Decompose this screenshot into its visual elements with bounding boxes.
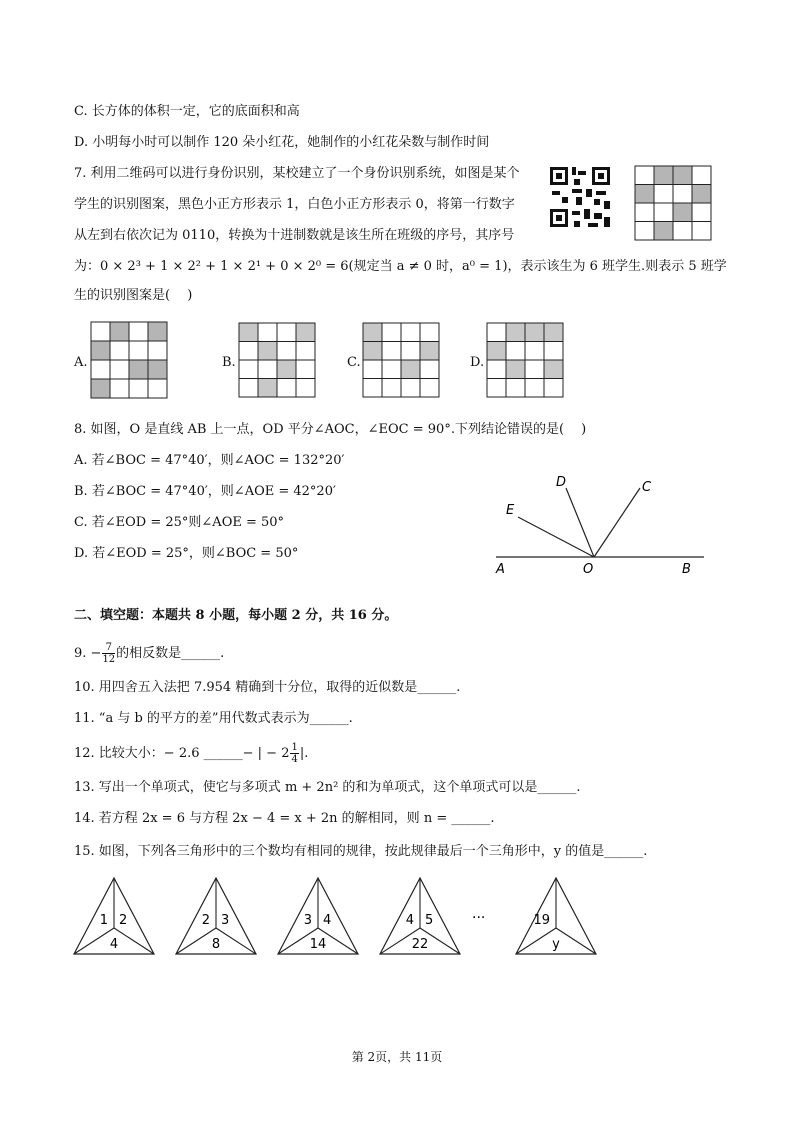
ray-oc xyxy=(594,488,640,557)
grid-cell xyxy=(258,323,277,342)
triangle-4 xyxy=(380,878,460,954)
q12-prefix: 12. 比较大小：− 2.6 ______− | − 2 xyxy=(74,746,290,761)
grid-cell xyxy=(382,360,401,379)
grid-cell xyxy=(544,342,563,361)
triangle-value-bottom: 8 xyxy=(211,937,221,952)
grid-cell xyxy=(148,360,167,379)
triangle-value-bottom: 22 xyxy=(411,937,429,952)
grid-cell xyxy=(506,360,525,379)
q12-suffix: |. xyxy=(299,746,309,761)
grid-cell xyxy=(239,379,258,398)
section-2-heading: 二、填空题：本题共 8 小题，每小题 2 分，共 16 分。 xyxy=(74,608,398,623)
q9-denominator: 12 xyxy=(102,654,116,665)
grid-cell xyxy=(506,323,525,342)
q7-option-a-grid xyxy=(90,321,168,403)
grid-cell xyxy=(258,379,277,398)
grid-cell xyxy=(654,185,673,204)
triangle-3 xyxy=(278,878,358,954)
grid-cell xyxy=(673,203,692,222)
point-o-label: O xyxy=(583,562,594,577)
grid-cell xyxy=(401,379,420,398)
grid-cell xyxy=(544,360,563,379)
grid-cell xyxy=(420,360,439,379)
grid-cell xyxy=(401,342,420,361)
ray-oe xyxy=(518,517,594,557)
q12-fraction xyxy=(290,742,298,765)
grid-cell xyxy=(129,341,148,360)
grid-cell xyxy=(129,360,148,379)
q10: 10. 用四舍五入法把 7.954 精确到十分位，取得的近似数是______. xyxy=(74,680,461,695)
grid-cell xyxy=(487,360,506,379)
q8-angle-diagram xyxy=(490,470,720,580)
q7-line-3: 从左到右依次记为 0110，转换为十进制数就是该生所在班级的序号，其序号 xyxy=(74,228,515,243)
triangle-inner-line xyxy=(74,928,114,954)
grid-cell xyxy=(692,222,711,241)
q9-fraction xyxy=(102,642,115,665)
grid-cell xyxy=(673,166,692,185)
triangle-value-left: 1 xyxy=(99,913,108,928)
ray-od xyxy=(566,488,594,557)
grid-cell xyxy=(277,342,296,361)
triangle-5 xyxy=(516,878,596,954)
grid-cell xyxy=(382,342,401,361)
grid-cell xyxy=(110,341,129,360)
q9-suffix: 的相反数是______. xyxy=(116,646,225,661)
grid-cell xyxy=(296,379,315,398)
grid-cell xyxy=(401,323,420,342)
triangle-value-left: 4 xyxy=(405,913,414,928)
grid-cell xyxy=(506,379,525,398)
grid-cell xyxy=(544,323,563,342)
triangle-value-bottom: 4 xyxy=(109,937,119,952)
grid-cell xyxy=(635,185,654,204)
q7-option-c-label: C. xyxy=(347,355,361,370)
grid-cell xyxy=(277,323,296,342)
q13: 13. 写出一个单项式，使它与多项式 m + 2n² 的和为单项式，这个单项式可以是______. xyxy=(74,780,581,795)
q7-sample-grid xyxy=(634,165,712,245)
grid-cell xyxy=(239,323,258,342)
q8-option-b: B. 若∠BOC = 47°40′，则∠AOE = 42°20′ xyxy=(74,484,336,499)
grid-cell xyxy=(110,360,129,379)
grid-cell xyxy=(363,360,382,379)
q12 xyxy=(74,742,308,765)
grid-cell xyxy=(654,222,673,241)
grid-cell xyxy=(401,360,420,379)
triangle-value-right: 2 xyxy=(119,913,128,928)
grid-cell xyxy=(239,360,258,379)
grid-cell xyxy=(673,185,692,204)
triangle-inner-line xyxy=(216,928,256,954)
grid-cell xyxy=(692,185,711,204)
grid-cell xyxy=(91,322,110,341)
grid-cell xyxy=(148,341,167,360)
q8-option-a: A. 若∠BOC = 47°40′，则∠AOC = 132°20′ xyxy=(74,453,345,468)
grid-cell xyxy=(420,342,439,361)
q14: 14. 若方程 2x = 6 与方程 2x − 4 = x + 2n 的解相同，则 n = ______. xyxy=(74,811,495,826)
grid-cell xyxy=(692,203,711,222)
triangle-value-bottom: 14 xyxy=(309,937,327,952)
grid-cell xyxy=(110,379,129,398)
grid-cell xyxy=(258,342,277,361)
point-e-label: E xyxy=(506,503,515,518)
page-footer: 第 2页，共 11页 xyxy=(351,1050,443,1064)
q7-option-c-grid xyxy=(362,322,440,402)
grid-cell xyxy=(148,322,167,341)
grid-cell xyxy=(258,360,277,379)
q8-option-d: D. 若∠EOD = 25°，则∠BOC = 50° xyxy=(74,546,299,561)
grid-cell xyxy=(91,379,110,398)
q6-option-d: D. 小明每小时可以制作 120 朵小红花，她制作的小红花朵数与制作时间 xyxy=(74,135,490,150)
grid-cell xyxy=(148,379,167,398)
grid-cell xyxy=(363,379,382,398)
grid-cell xyxy=(654,203,673,222)
grid-cell xyxy=(363,323,382,342)
q7-line-5: 生的识别图案是( ) xyxy=(74,288,193,303)
grid-cell xyxy=(420,323,439,342)
triangle-inner-line xyxy=(516,928,556,954)
grid-cell xyxy=(129,322,148,341)
grid-cell xyxy=(654,166,673,185)
grid-cell xyxy=(635,222,654,241)
q7-line-2: 学生的识别图案，黑色小正方形表示 1，白色小正方形表示 0，将第一行数字 xyxy=(74,197,515,212)
q12-numerator: 1 xyxy=(291,742,298,753)
q12-denominator: 4 xyxy=(291,754,298,765)
triangle-value-right: 3 xyxy=(221,913,230,928)
grid-cell xyxy=(91,341,110,360)
grid-cell xyxy=(129,379,148,398)
q11: 11. “a 与 b 的平方的差”用代数式表示为______. xyxy=(74,711,353,726)
grid-cell xyxy=(382,379,401,398)
grid-cell xyxy=(420,379,439,398)
grid-cell xyxy=(525,342,544,361)
grid-cell xyxy=(91,360,110,379)
grid-cell xyxy=(506,342,525,361)
triangle-inner-line xyxy=(556,928,596,954)
triangle-inner-line xyxy=(176,928,216,954)
grid-cell xyxy=(544,379,563,398)
grid-cell xyxy=(673,222,692,241)
grid-cell xyxy=(487,342,506,361)
q8-stem: 8. 如图，O 是直线 AB 上一点，OD 平分∠AOC，∠EOC = 90°.下列结论错误的是( ) xyxy=(74,422,587,437)
q7-option-a-label: A. xyxy=(74,355,88,370)
grid-cell xyxy=(277,379,296,398)
grid-cell xyxy=(296,342,315,361)
triangle-inner-line xyxy=(114,928,154,954)
grid-cell xyxy=(487,323,506,342)
ellipsis: ··· xyxy=(472,910,486,926)
triangle-value-left: 19 xyxy=(533,913,550,928)
q7-line-1: 7. 利用二维码可以进行身份识别，某校建立了一个身份识别系统，如图是某个 xyxy=(74,166,520,181)
q6-option-c: C. 长方体的体积一定，它的底面积和高 xyxy=(74,104,300,119)
grid-cell xyxy=(239,342,258,361)
q15-triangles-figure xyxy=(70,872,600,962)
q7-option-d-grid xyxy=(486,322,564,402)
point-d-label: D xyxy=(556,475,567,490)
q9-prefix: 9. − xyxy=(74,646,102,661)
grid-cell xyxy=(110,322,129,341)
point-c-label: C xyxy=(642,480,652,495)
triangle-1 xyxy=(74,878,154,954)
q7-option-b-grid xyxy=(238,322,316,402)
grid-cell xyxy=(277,360,296,379)
grid-cell xyxy=(296,323,315,342)
triangle-value-left: 2 xyxy=(201,913,210,928)
q7-option-d-label: D. xyxy=(470,355,485,370)
qr-code-icon xyxy=(548,165,612,229)
triangle-value-right: 4 xyxy=(323,913,332,928)
grid-cell xyxy=(525,323,544,342)
grid-cell xyxy=(487,379,506,398)
point-a-label: A xyxy=(496,562,505,577)
grid-cell xyxy=(382,323,401,342)
q7-line-4: 为：0 × 2³ + 1 × 2² + 1 × 2¹ + 0 × 2⁰ = 6(规定当 a ≠ 0 时，a⁰ = 1)，表示该生为 6 班学生.则表示 5 班学 xyxy=(74,259,727,274)
grid-cell xyxy=(296,360,315,379)
triangle-value-bottom: y xyxy=(552,937,560,952)
q8-option-c: C. 若∠EOD = 25°则∠AOE = 50° xyxy=(74,515,285,530)
triangle-value-right: 5 xyxy=(425,913,434,928)
grid-cell xyxy=(363,342,382,361)
triangle-2 xyxy=(176,878,256,954)
triangle-value-left: 3 xyxy=(303,913,312,928)
point-b-label: B xyxy=(682,562,691,577)
q15: 15. 如图，下列各三角形中的三个数均有相同的规律，按此规律最后一个三角形中，y 的值是______. xyxy=(74,844,648,859)
grid-cell xyxy=(635,203,654,222)
q9 xyxy=(74,642,224,665)
grid-cell xyxy=(692,166,711,185)
q7-option-b-label: B. xyxy=(222,355,236,370)
grid-cell xyxy=(525,360,544,379)
q9-numerator: 7 xyxy=(102,642,115,654)
grid-cell xyxy=(635,166,654,185)
grid-cell xyxy=(525,379,544,398)
